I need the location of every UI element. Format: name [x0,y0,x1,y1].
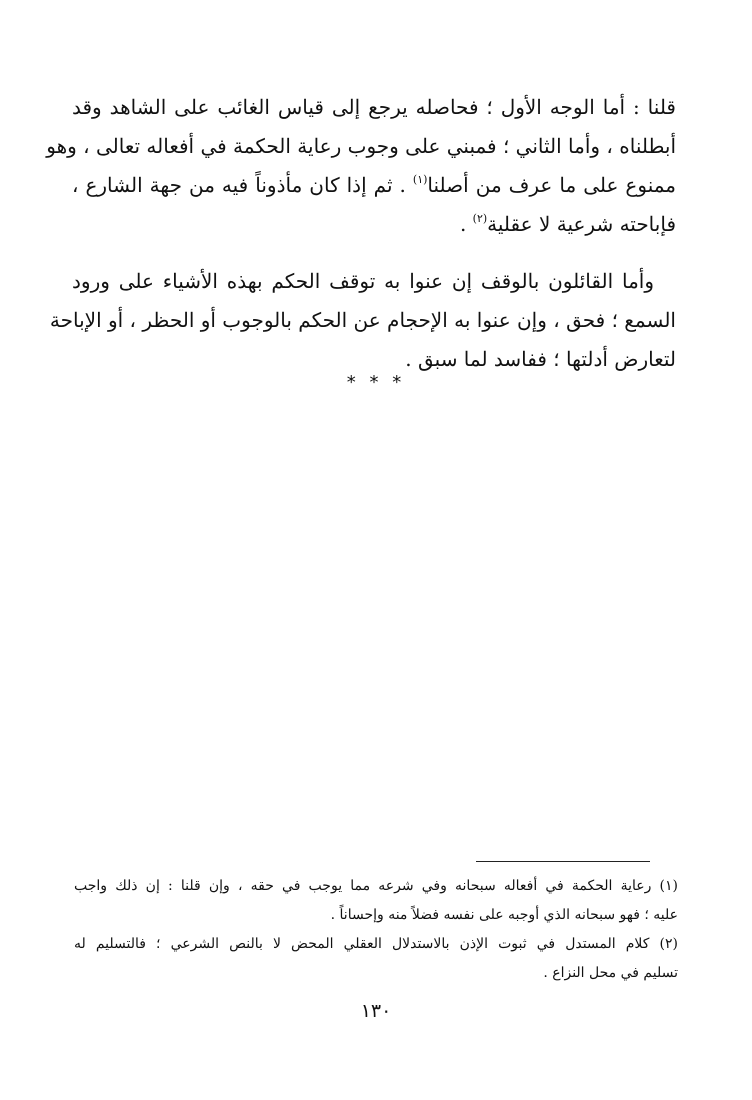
paragraph-1-line-3 [72,166,676,205]
footnote-1-line-2: عليه ؛ فهو سبحانه الذي أوجبه على نفسه فضلاً منه وإحساناً . [330,907,678,923]
paragraph-1-line-1: قلنا : أما الوجه الأول ؛ فحاصله يرجع إلى قياس الغائب على الشاهد وقد [72,95,676,119]
paragraph-2-line-1: وأما القائلون بالوقف إن عنوا به توقف الحكم بهذه الأشياء على ورود [72,269,654,293]
paragraph-1 [46,88,677,244]
paragraph-1-line-4 [72,205,676,244]
paragraph-1-line-2: أبطلناه ، وأما الثاني ؛ فمبني على وجوب رعاية الحكمة في أفعاله تعالى ، وهو [46,134,676,158]
paragraph-2-line-3: لتعارض أدلتها ؛ ففاسد لما سبق . [405,347,676,371]
footnote-ref-1: (١) [412,173,428,186]
footnote-2-line-1: (٢) كلام المستدل في ثبوت الإذن بالاستدلال العقلي المحض لا بالنص الشرعي ؛ فالتسليم له [74,936,678,952]
page-number: ١٣٠ [360,1000,392,1022]
paragraph-1-line-3-continuation: . ثم إذا كان مأذوناً فيه من جهة الشارع ، [72,173,406,197]
footnote-ref-2: (٢) [472,212,488,225]
footnotes [74,872,678,988]
footnote-1-line-1: (١) رعاية الحكمة في أفعاله سبحانه وفي شرعه مما يوجب في حقه ، وإن قلنا : إن ذلك واجب [74,878,678,894]
paragraph-2 [49,262,676,379]
paragraph-1-line-4-period: . [459,212,467,236]
paragraph-1-line-4-text: فإباحته شرعية لا عقلية [487,212,676,236]
section-separator: * * * [346,372,406,393]
footnote-2-line-2: تسليم في محل النزاع . [543,965,678,981]
paragraph-1-line-3-text: ممنوع على ما عرف من أصلنا [427,173,677,197]
footnote-divider [476,861,650,862]
paragraph-2-line-2: السمع ؛ فحق ، وإن عنوا به الإحجام عن الحكم بالوجوب أو الحظر ، أو الإباحة [49,308,676,332]
